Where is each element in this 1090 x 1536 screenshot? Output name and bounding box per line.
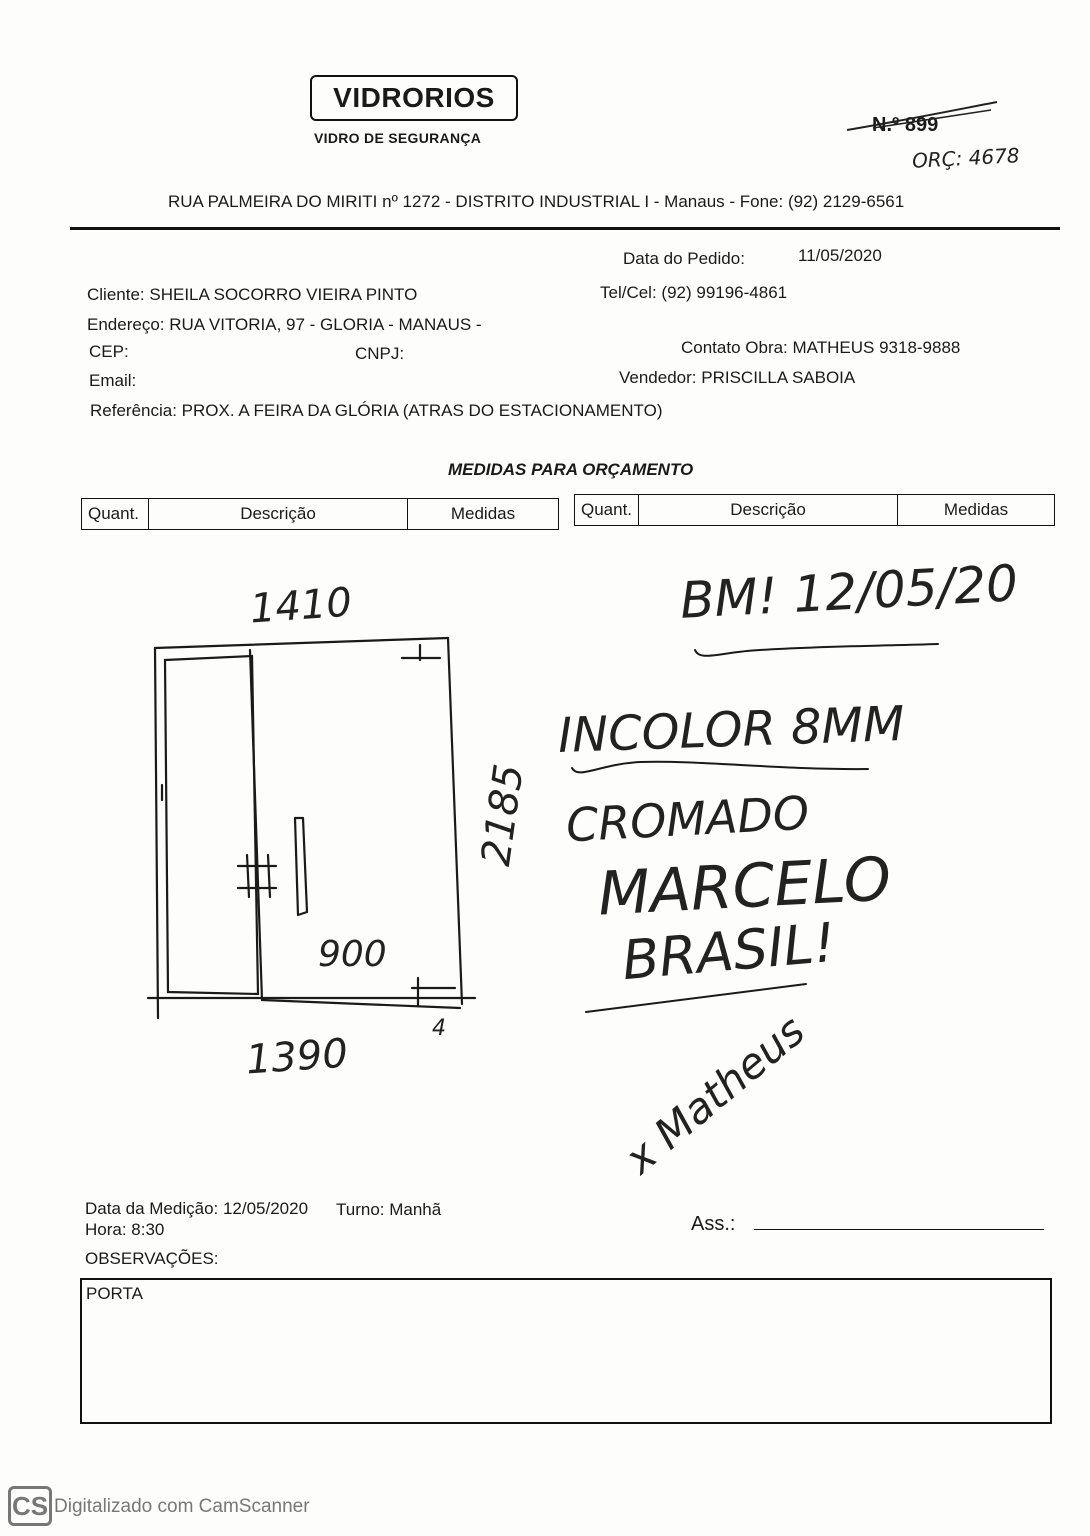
orc-note: ORÇ: 4678 bbox=[911, 143, 1021, 173]
incolor-underline bbox=[572, 762, 868, 773]
observations-box bbox=[80, 1278, 1052, 1424]
handwritten-signature: x Matheus bbox=[615, 1005, 814, 1184]
order-date-value: 11/05/2020 bbox=[798, 246, 882, 265]
corner-mark-label: 4 bbox=[432, 1016, 446, 1041]
corner-mark-bottom bbox=[412, 978, 455, 1006]
observations-text: PORTA bbox=[86, 1284, 143, 1303]
order-date-label: Data do Pedido: bbox=[623, 249, 745, 268]
camscanner-logo: CS bbox=[8, 1486, 52, 1526]
measure-time: Hora: 8:30 bbox=[85, 1220, 165, 1239]
company-address: RUA PALMEIRA DO MIRITI nº 1272 - DISTRITO INDUSTRIAL I - Manaus - Fone: (92) 2129-6561 bbox=[168, 192, 905, 211]
measures-title: MEDIDAS PARA ORÇAMENTO bbox=[448, 460, 694, 479]
measured-date-note: BM! 12/05/20 bbox=[678, 554, 1020, 630]
col-description: Descrição bbox=[149, 499, 408, 530]
date-underline bbox=[695, 644, 938, 656]
panel-divider bbox=[250, 650, 262, 1000]
door-width: 900 bbox=[318, 934, 387, 975]
observations-label: OBSERVAÇÕES: bbox=[85, 1249, 219, 1268]
marcelo-note: MARCELO bbox=[596, 844, 893, 930]
seller-field: Vendedor: PRISCILLA SABOIA bbox=[619, 368, 856, 387]
client-field: Cliente: SHEILA SOCORRO VIEIRA PINTO bbox=[87, 285, 418, 304]
frame-left bbox=[155, 648, 158, 1018]
form-number: N.º 899 bbox=[872, 114, 939, 136]
brand-name: VIDRORIOS bbox=[333, 82, 495, 113]
frame-top bbox=[155, 638, 448, 648]
brand-subtitle: VIDRO DE SEGURANÇA bbox=[314, 130, 482, 146]
col-measures: Medidas bbox=[408, 499, 559, 530]
fixed-panel bbox=[165, 656, 258, 994]
col-measures: Medidas bbox=[898, 495, 1055, 526]
contact-field: Contato Obra: MATHEUS 9318-9888 bbox=[681, 338, 961, 357]
glass-type-note: INCOLOR 8MM bbox=[557, 695, 906, 765]
brasil-note: BRASIL! bbox=[619, 910, 838, 993]
cnpj-field: CNPJ: bbox=[355, 344, 405, 363]
corner-mark-top bbox=[402, 645, 440, 660]
width-bottom: 1390 bbox=[244, 1030, 350, 1084]
reference-field: Referência: PROX. A FEIRA DA GLÓRIA (ATRAS DO ESTACIONAMENTO) bbox=[90, 401, 663, 420]
col-quantity: Quant. bbox=[82, 499, 149, 530]
width-top: 1410 bbox=[248, 579, 354, 633]
brasil-underline bbox=[586, 984, 806, 1012]
camscanner-watermark: Digitalizado com CamScanner bbox=[54, 1496, 310, 1517]
measure-date: Data da Medição: 12/05/2020 bbox=[85, 1199, 309, 1218]
height-measure: 2185 bbox=[473, 761, 533, 869]
email-field: Email: bbox=[89, 371, 137, 390]
signature-line bbox=[754, 1229, 1044, 1230]
col-quantity: Quant. bbox=[575, 495, 639, 526]
frame-right bbox=[448, 638, 462, 1004]
cep-field: CEP: bbox=[89, 342, 129, 361]
door-handle bbox=[295, 818, 307, 915]
signature-label: Ass.: bbox=[691, 1213, 736, 1235]
phone-field: Tel/Cel: (92) 99196-4861 bbox=[600, 283, 788, 302]
finish-note: CROMADO bbox=[564, 785, 811, 853]
door-bottom bbox=[262, 1000, 460, 1008]
col-description: Descrição bbox=[639, 495, 898, 526]
shift: Turno: Manhã bbox=[336, 1200, 442, 1219]
address-field: Endereço: RUA VITORIA, 97 - GLORIA - MANAUS - bbox=[87, 315, 482, 334]
